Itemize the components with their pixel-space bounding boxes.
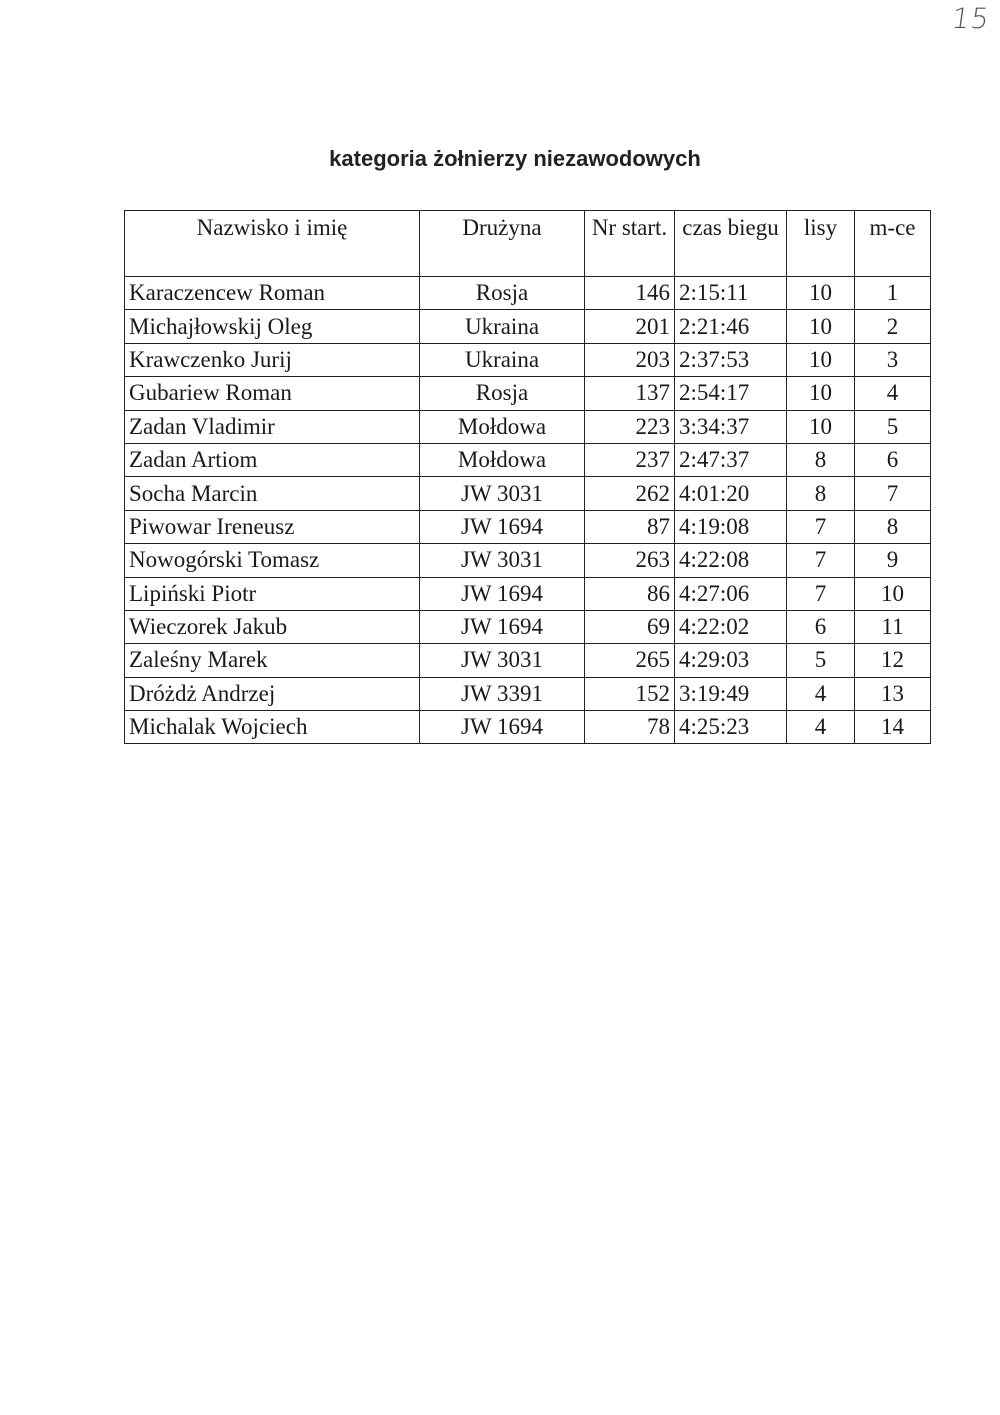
cell-run-time: 4:01:20 <box>675 477 787 510</box>
table-row <box>125 310 931 343</box>
table-row <box>125 711 931 744</box>
header-team: Drużyna <box>420 211 585 277</box>
cell-lisy: 5 <box>787 644 855 677</box>
cell-place: 1 <box>855 277 931 310</box>
cell-run-time: 4:27:06 <box>675 577 787 610</box>
cell-team: Mołdowa <box>420 443 585 476</box>
cell-place: 8 <box>855 510 931 543</box>
cell-name: Lipiński Piotr <box>125 577 420 610</box>
cell-lisy: 10 <box>787 377 855 410</box>
results-table <box>124 210 931 744</box>
cell-start-number: 203 <box>585 343 675 376</box>
cell-lisy: 4 <box>787 677 855 710</box>
cell-run-time: 2:47:37 <box>675 443 787 476</box>
cell-run-time: 4:22:08 <box>675 544 787 577</box>
cell-start-number: 137 <box>585 377 675 410</box>
cell-name: Piwowar Ireneusz <box>125 510 420 543</box>
table-body <box>125 277 931 744</box>
cell-start-number: 146 <box>585 277 675 310</box>
cell-team: Rosja <box>420 277 585 310</box>
cell-lisy: 7 <box>787 544 855 577</box>
cell-start-number: 263 <box>585 544 675 577</box>
cell-team: JW 3031 <box>420 477 585 510</box>
header-lisy: lisy <box>787 211 855 277</box>
cell-run-time: 2:54:17 <box>675 377 787 410</box>
cell-name: Michajłowskij Oleg <box>125 310 420 343</box>
cell-lisy: 7 <box>787 510 855 543</box>
cell-lisy: 7 <box>787 577 855 610</box>
cell-place: 11 <box>855 610 931 643</box>
cell-start-number: 237 <box>585 443 675 476</box>
cell-lisy: 10 <box>787 410 855 443</box>
table-row <box>125 610 931 643</box>
cell-start-number: 265 <box>585 644 675 677</box>
table-row <box>125 544 931 577</box>
cell-lisy: 10 <box>787 310 855 343</box>
cell-place: 4 <box>855 377 931 410</box>
table-row <box>125 277 931 310</box>
cell-run-time: 3:19:49 <box>675 677 787 710</box>
table-row <box>125 377 931 410</box>
cell-start-number: 78 <box>585 711 675 744</box>
cell-place: 13 <box>855 677 931 710</box>
table-row <box>125 677 931 710</box>
header-row <box>125 211 931 277</box>
table-row <box>125 510 931 543</box>
cell-place: 10 <box>855 577 931 610</box>
cell-team: JW 1694 <box>420 711 585 744</box>
handwritten-page-number: 15 <box>949 2 992 35</box>
cell-name: Gubariew Roman <box>125 377 420 410</box>
table-row <box>125 410 931 443</box>
cell-run-time: 4:29:03 <box>675 644 787 677</box>
cell-team: JW 1694 <box>420 510 585 543</box>
cell-name: Nowogórski Tomasz <box>125 544 420 577</box>
cell-lisy: 6 <box>787 610 855 643</box>
cell-start-number: 152 <box>585 677 675 710</box>
cell-name: Zadan Artiom <box>125 443 420 476</box>
cell-run-time: 2:37:53 <box>675 343 787 376</box>
cell-run-time: 3:34:37 <box>675 410 787 443</box>
cell-team: JW 3031 <box>420 544 585 577</box>
cell-place: 12 <box>855 644 931 677</box>
cell-run-time: 4:19:08 <box>675 510 787 543</box>
cell-lisy: 4 <box>787 711 855 744</box>
cell-place: 6 <box>855 443 931 476</box>
cell-team: Ukraina <box>420 310 585 343</box>
cell-team: JW 3391 <box>420 677 585 710</box>
table-header <box>125 211 931 277</box>
header-name: Nazwisko i imię <box>125 211 420 277</box>
cell-name: Michalak Wojciech <box>125 711 420 744</box>
cell-run-time: 4:22:02 <box>675 610 787 643</box>
cell-team: Ukraina <box>420 343 585 376</box>
cell-place: 3 <box>855 343 931 376</box>
table-row <box>125 477 931 510</box>
table-row <box>125 644 931 677</box>
cell-name: Zadan Vladimir <box>125 410 420 443</box>
cell-name: Karaczencew Roman <box>125 277 420 310</box>
cell-team: Rosja <box>420 377 585 410</box>
cell-name: Dróżdż Andrzej <box>125 677 420 710</box>
cell-team: JW 3031 <box>420 644 585 677</box>
cell-run-time: 4:25:23 <box>675 711 787 744</box>
cell-lisy: 8 <box>787 443 855 476</box>
cell-place: 9 <box>855 544 931 577</box>
header-place: m-ce <box>855 211 931 277</box>
cell-start-number: 223 <box>585 410 675 443</box>
cell-name: Wieczorek Jakub <box>125 610 420 643</box>
cell-place: 5 <box>855 410 931 443</box>
document-title: kategoria żołnierzy niezawodowych <box>329 146 701 171</box>
cell-start-number: 201 <box>585 310 675 343</box>
header-start-number: Nr start. <box>585 211 675 277</box>
cell-name: Socha Marcin <box>125 477 420 510</box>
cell-lisy: 10 <box>787 277 855 310</box>
cell-place: 7 <box>855 477 931 510</box>
table-row <box>125 443 931 476</box>
cell-place: 14 <box>855 711 931 744</box>
cell-name: Zaleśny Marek <box>125 644 420 677</box>
cell-start-number: 87 <box>585 510 675 543</box>
cell-run-time: 2:21:46 <box>675 310 787 343</box>
cell-lisy: 10 <box>787 343 855 376</box>
cell-team: JW 1694 <box>420 577 585 610</box>
cell-run-time: 2:15:11 <box>675 277 787 310</box>
cell-start-number: 69 <box>585 610 675 643</box>
cell-lisy: 8 <box>787 477 855 510</box>
table-row <box>125 343 931 376</box>
cell-start-number: 262 <box>585 477 675 510</box>
cell-team: Mołdowa <box>420 410 585 443</box>
cell-name: Krawczenko Jurij <box>125 343 420 376</box>
header-run-time: czas biegu <box>675 211 787 277</box>
cell-place: 2 <box>855 310 931 343</box>
cell-team: JW 1694 <box>420 610 585 643</box>
cell-start-number: 86 <box>585 577 675 610</box>
table-row <box>125 577 931 610</box>
